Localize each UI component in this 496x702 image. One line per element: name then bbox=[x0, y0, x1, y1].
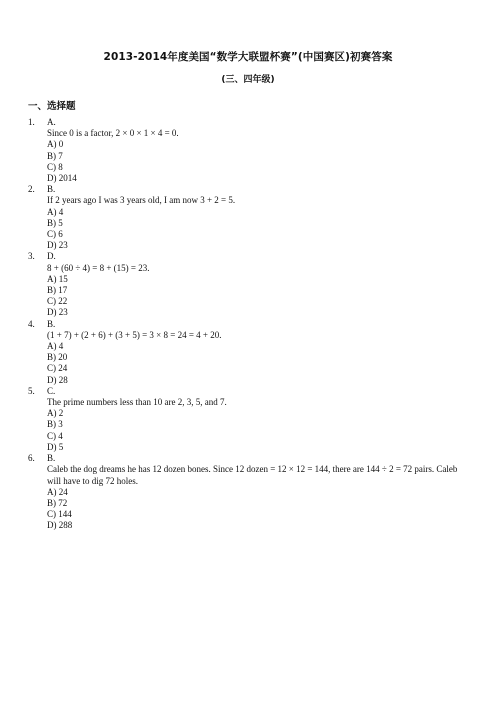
answer-letter: B. bbox=[47, 184, 56, 195]
question-2 bbox=[28, 184, 468, 251]
option-b: B) 17 bbox=[47, 285, 68, 296]
option-a: A) 24 bbox=[47, 486, 68, 497]
option-c: C) 22 bbox=[47, 296, 68, 307]
page-subtitle: (三、四年级) bbox=[221, 75, 275, 85]
question-3 bbox=[28, 251, 468, 318]
option-d: D) 288 bbox=[47, 520, 73, 531]
answer-letter: D. bbox=[47, 251, 56, 262]
explanation: Since 0 is a factor, 2 × 0 × 1 × 4 = 0. bbox=[47, 128, 179, 139]
page-title: 2013-2014年度美国“数学大联盟杯赛”(中国赛区)初赛答案 bbox=[103, 51, 393, 63]
explanation: 8 + (60 ÷ 4) = 8 + (15) = 23. bbox=[47, 262, 150, 273]
answer-letter: A. bbox=[47, 117, 56, 127]
option-b: B) 72 bbox=[47, 497, 68, 508]
option-a: A) 15 bbox=[47, 273, 68, 284]
option-a: A) 4 bbox=[47, 341, 64, 352]
question-number: 5. bbox=[28, 385, 35, 396]
option-b: B) 20 bbox=[47, 352, 68, 363]
option-d: D) 2014 bbox=[47, 173, 77, 184]
option-c: C) 8 bbox=[47, 161, 63, 172]
option-d: D) 23 bbox=[47, 240, 68, 251]
option-d: D) 28 bbox=[47, 374, 68, 385]
option-d: D) 23 bbox=[47, 307, 68, 318]
explanation: The prime numbers less than 10 are 2, 3, 5, and 7. bbox=[47, 397, 227, 408]
option-b: B) 3 bbox=[47, 419, 63, 430]
answer-letter: C. bbox=[47, 385, 56, 396]
option-c: C) 6 bbox=[47, 229, 63, 240]
option-c: C) 4 bbox=[47, 430, 63, 441]
question-number: 4. bbox=[28, 318, 35, 329]
option-a: A) 2 bbox=[47, 408, 64, 419]
question-number: 1. bbox=[28, 117, 35, 127]
explanation: Caleb the dog dreams he has 12 dozen bones. Since 12 dozen = 12 × 12 = 144, there are 144 ÷ 2 = 72 pairs. Caleb will have to dig 72 holes. bbox=[47, 464, 458, 486]
question-number: 3. bbox=[28, 251, 35, 262]
question-number: 2. bbox=[28, 184, 35, 195]
question-list bbox=[28, 117, 468, 532]
option-b: B) 7 bbox=[47, 150, 63, 161]
question-6 bbox=[28, 453, 468, 531]
option-c: C) 144 bbox=[47, 509, 72, 520]
answer-letter: B. bbox=[47, 453, 56, 464]
option-b: B) 5 bbox=[47, 217, 63, 228]
explanation: (1 + 7) + (2 + 6) + (3 + 5) = 3 × 8 = 24 = 4 + 20. bbox=[47, 329, 222, 340]
question-5 bbox=[28, 386, 468, 453]
option-d: D) 5 bbox=[47, 441, 64, 452]
option-a: A) 4 bbox=[47, 206, 64, 217]
section-heading: 一、选择题 bbox=[28, 101, 76, 112]
question-number: 6. bbox=[28, 453, 35, 464]
question-1 bbox=[28, 117, 468, 184]
option-a: A) 0 bbox=[47, 139, 64, 150]
question-4 bbox=[28, 319, 468, 386]
answer-letter: B. bbox=[47, 318, 56, 329]
explanation: If 2 years ago I was 3 years old, I am now 3 + 2 = 5. bbox=[47, 195, 236, 206]
option-c: C) 24 bbox=[47, 363, 68, 374]
